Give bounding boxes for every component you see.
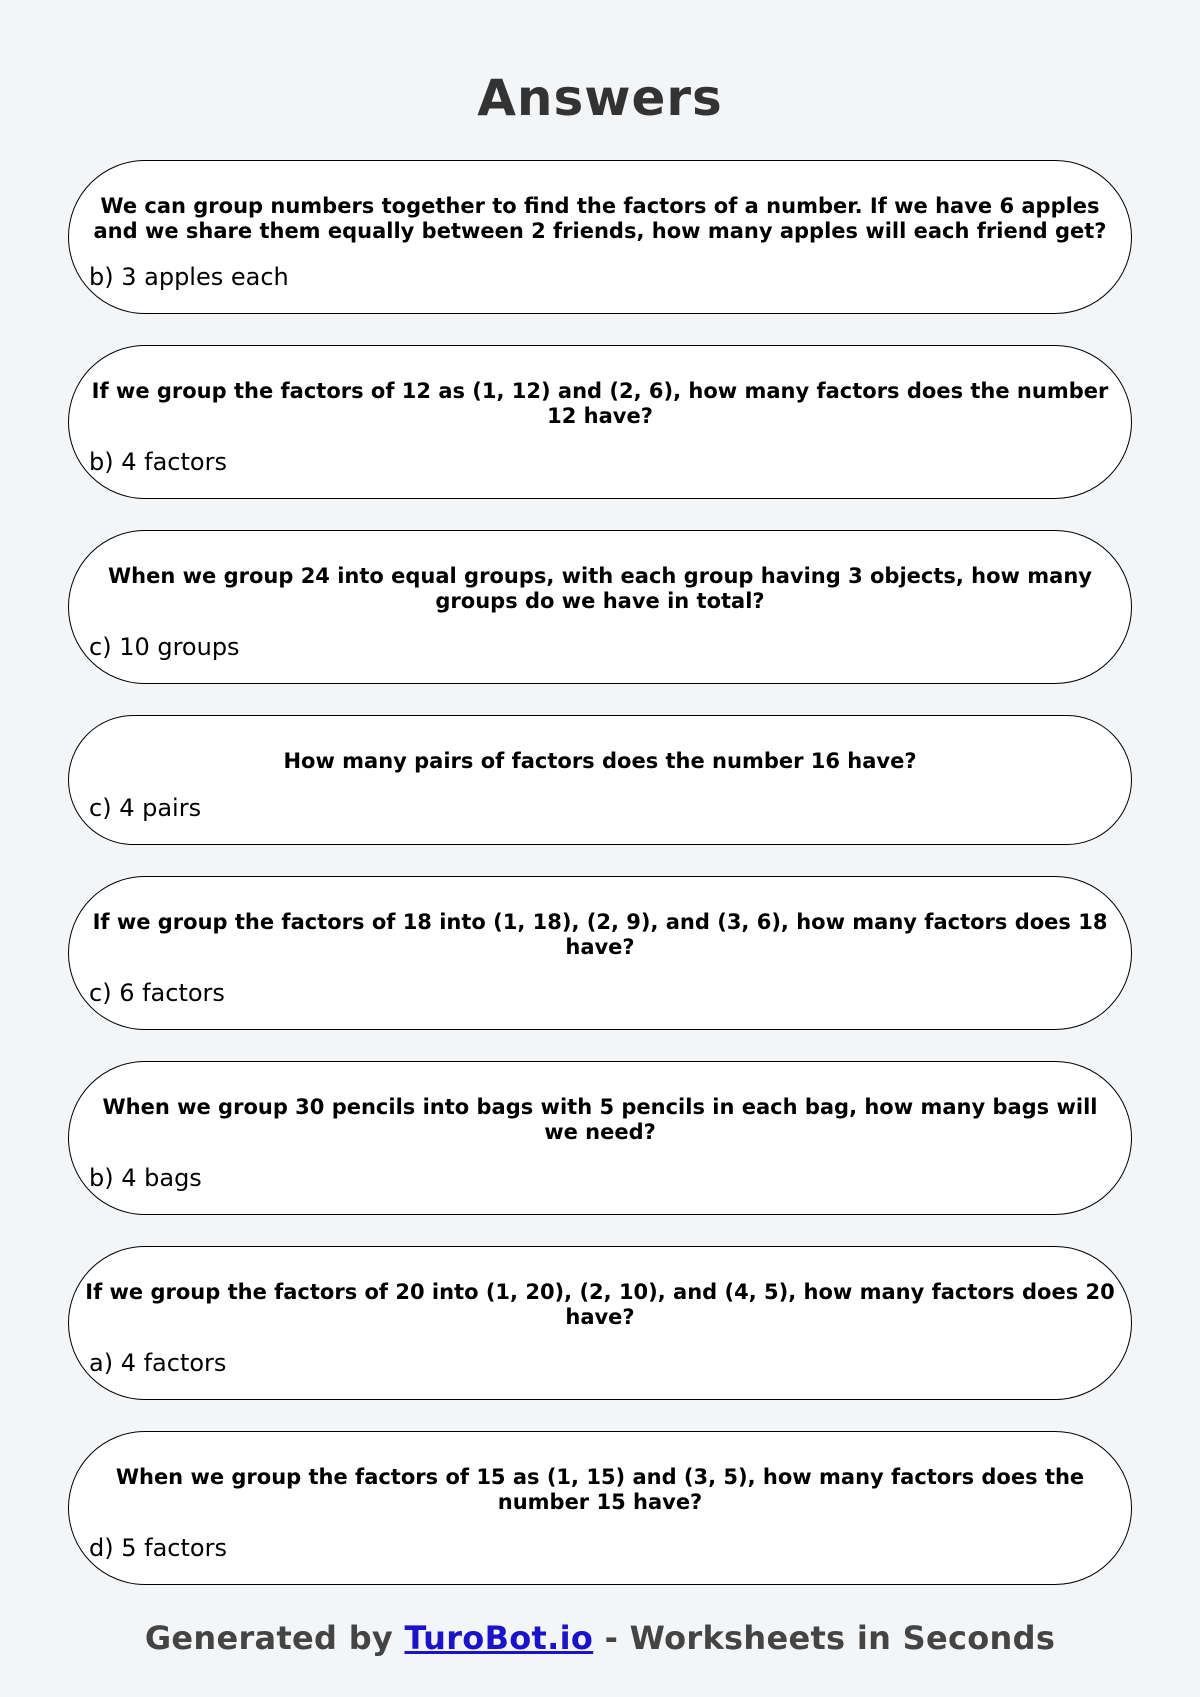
turobot-link[interactable]: TuroBot.io — [404, 1619, 594, 1657]
question-text: When we group 24 into equal groups, with each group having 3 objects, how many groups do we have in total? — [108, 564, 1092, 613]
question-text: When we group the factors of 15 as (1, 15) and (3, 5), how many factors does the number 15 have? — [115, 1465, 1085, 1514]
footer — [0, 1618, 1200, 1658]
footer-prefix: Generated by — [144, 1619, 405, 1657]
answer-card-8 — [68, 1431, 1132, 1585]
answer-card-6 — [68, 1061, 1132, 1215]
answer-card-5 — [68, 876, 1132, 1030]
question-text: When we group 30 pencils into bags with 5 pencils in each bag, how many bags will we need? — [102, 1095, 1098, 1144]
answer-text: c) 6 factors — [89, 979, 225, 1007]
answer-text: b) 3 apples each — [89, 263, 289, 291]
question-text: How many pairs of factors does the number 16 have? — [283, 749, 917, 773]
question-text: If we group the factors of 20 into (1, 20), (2, 10), and (4, 5), how many factors does 20 have? — [85, 1280, 1115, 1329]
question-text: If we group the factors of 12 as (1, 12) and (2, 6), how many factors does the number 12 have? — [91, 379, 1109, 428]
answer-text: c) 10 groups — [89, 633, 240, 661]
question-text: We can group numbers together to find the factors of a number. If we have 6 apples and we share them equally between 2 friends, how many apples will each friend get? — [93, 194, 1107, 243]
answer-text: b) 4 factors — [89, 448, 227, 476]
answer-card-2 — [68, 345, 1132, 499]
page-title: Answers — [477, 69, 723, 127]
footer-suffix: - Worksheets in Seconds — [593, 1619, 1056, 1657]
answer-text: c) 4 pairs — [89, 794, 202, 822]
answer-text: a) 4 factors — [89, 1349, 227, 1377]
question-text: If we group the factors of 18 into (1, 18), (2, 9), and (3, 6), how many factors does 18 have? — [92, 910, 1108, 959]
answer-card-3 — [68, 530, 1132, 684]
answer-card-4 — [68, 715, 1132, 845]
answer-card-7 — [68, 1246, 1132, 1400]
answer-card-1 — [68, 160, 1132, 314]
answer-text: b) 4 bags — [89, 1164, 202, 1192]
answer-text: d) 5 factors — [89, 1534, 227, 1562]
